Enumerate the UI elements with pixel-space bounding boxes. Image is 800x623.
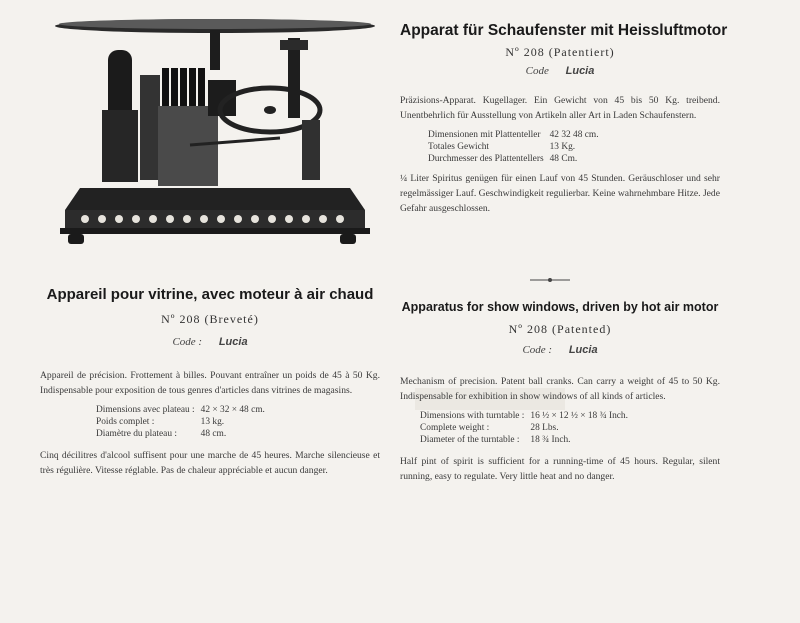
english-code-label: Code : — [522, 344, 553, 356]
spec-label: Dimensions avec plateau : — [96, 405, 195, 415]
german-note: ¼ Liter Spiritus genügen für einen Lauf von 45 Stunden. Geräuschloser und sehr regelmässiger Lauf. Geschwindigkeit regulierbar. Keine wahrnehmbare Hitze. Jede Gefahr ausgeschlossen. — [400, 173, 720, 214]
section-divider — [530, 277, 570, 283]
spec-value: 18 ¾ Inch. — [530, 435, 571, 445]
english-note: Half pint of spirit is sufficient for a running-time of 45 hours. Regular, silent running, easy to regulate. Very little heat and no danger. — [400, 456, 720, 482]
french-title: Appareil pour vitrine, avec moteur à air chaud — [46, 286, 374, 303]
german-code-value: Lucia — [565, 65, 595, 77]
spec-row — [428, 141, 605, 153]
french-code — [40, 336, 380, 348]
spec-label: Durchmesser des Plattentellers — [428, 154, 544, 164]
spec-row — [428, 153, 605, 165]
english-title: Apparatus for show windows, driven by hot air motor — [401, 300, 719, 314]
spec-row — [420, 434, 634, 446]
spec-value: 48 Cm. — [549, 154, 578, 164]
german-specs-table — [428, 129, 605, 165]
french-section — [40, 286, 380, 478]
spec-value: 28 Lbs. — [530, 423, 559, 433]
german-section — [400, 0, 728, 216]
english-section — [400, 300, 720, 484]
french-description: Appareil de précision. Frottement à billes. Pouvant entraîner un poids de 45 à 50 Kg. Indispensable pour exposition de tous genres d'articles dans vitrines de magasins. — [40, 370, 380, 396]
english-number: Nº 208 (Patented) — [508, 322, 612, 336]
spec-value: 42 32 48 cm. — [549, 130, 599, 140]
spec-label: Dimensions with turntable : — [420, 411, 525, 421]
french-code-label: Code : — [172, 336, 203, 348]
spec-value: 42 × 32 × 48 cm. — [200, 405, 265, 415]
spec-row — [420, 422, 634, 434]
english-code — [400, 344, 720, 356]
spec-label: Diameter of the turntable : — [420, 435, 520, 445]
french-code-value: Lucia — [218, 336, 248, 348]
spec-row — [420, 410, 634, 422]
spec-row — [428, 129, 605, 141]
english-description: Mechanism of precision. Patent ball cranks. Can carry a weight of 45 to 50 Kg. Indispensable for exhibition in show windows of all kinds of articles. — [400, 376, 720, 402]
german-number: Nº 208 (Patentiert) — [505, 45, 615, 59]
spec-row — [96, 428, 271, 440]
german-description: Präzisions-Apparat. Kugellager. Ein Gewicht von 45 bis 50 Kg. treibend. Unentbehrlich für Ausstellung von Artikeln aller Art in Laden Schaufenstern. — [400, 95, 720, 121]
german-title: Apparat für Schaufenster mit Heissluftmotor — [400, 22, 728, 39]
french-note: Cinq décilitres d'alcool suffisent pour une marche de 45 heures. Marche silencieuse et très régulière. Vitesse réglable. Pas de chaleur appréciable et aucun danger. — [40, 450, 380, 476]
french-number: Nº 208 (Breveté) — [161, 312, 259, 326]
spec-value: 13 kg. — [200, 417, 225, 427]
spec-value: 13 Kg. — [549, 142, 576, 152]
spec-value: 48 cm. — [200, 429, 227, 439]
english-code-value: Lucia — [568, 344, 598, 356]
spec-label: Diamètre du plateau : — [96, 429, 177, 439]
spec-row — [96, 404, 271, 416]
spec-label: Poids complet : — [96, 417, 155, 427]
french-specs-table — [96, 404, 271, 440]
spec-value: 16 ½ × 12 ½ × 18 ¾ Inch. — [530, 411, 628, 421]
spec-label: Totales Gewicht — [428, 142, 490, 152]
spec-label: Complete weight : — [420, 423, 490, 433]
german-code-label: Code — [525, 65, 549, 77]
german-code — [400, 65, 720, 77]
spec-label: Dimensionen mit Plattenteller — [428, 130, 541, 140]
hot-air-motor-illustration — [40, 10, 380, 250]
spec-row — [96, 416, 271, 428]
english-specs-table — [420, 410, 634, 446]
